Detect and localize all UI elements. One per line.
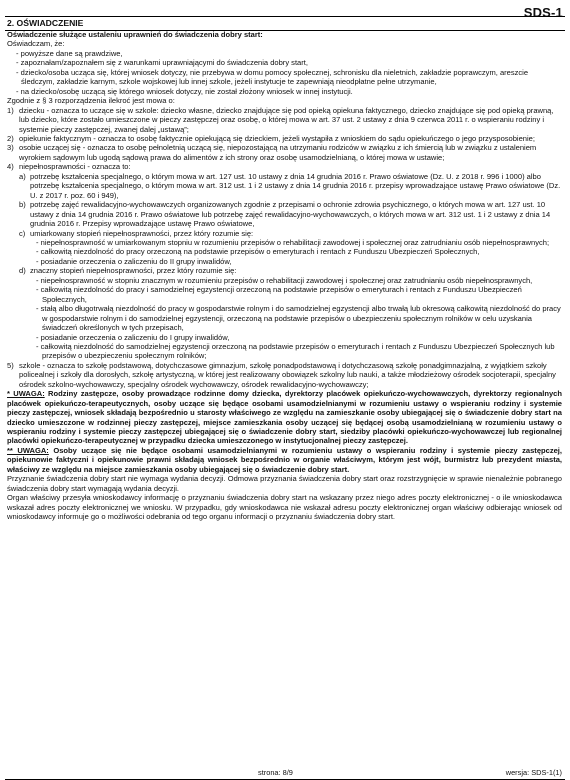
declaration-item: - powyższe dane są prawdziwe,	[16, 48, 123, 58]
moderate-item: - posiadanie orzeczenia o zaliczeniu do II grupy inwalidów,	[36, 256, 232, 266]
page-footer	[0, 766, 570, 780]
definition-item: 1) dziecku - oznacza to uczące się w szkole: dziecko własne, dziecko znajdujące się pod opieką opiekuna faktycznego, dziecko znajdujące się pod opieką prawną, lub dziecko, które zostało umieszczone w pieczy zastępczej oraz osobę, o której mowa w art. 37 ust. 2 ustawy z dnia 9 czerwca 2011 r. o wspieraniu rodziny i systemie pieczy zastępczej, zwanej dalej „ustawą”;	[7, 105, 554, 134]
significant-item: - stałą albo długotrwałą niezdolność do pracy w gospodarstwie rolnym i do samodzielnej egzystencji albo trwałą lub okresową całkowitą niezdolność do pracy w gospodarstwie rolnym i do samodzielnej egzystencji, orzeczoną na podstawie przepisów o ubezpieczeniu społecznym rolników w celu uzyskania świadczeń określonych w tych przepisach,	[36, 304, 561, 333]
statement-intro: Oświadczam, że:	[7, 39, 65, 49]
disability-item: a) potrzebę kształcenia specjalnego, o którym mowa w art. 127 ust. 10 ustawy z dnia 14 grudnia 2016 r. Prawo oświatowe (Dz. U. z 2018 r. 996 i 1000) albo potrzebę kształcenia specjalnego, o którym mowa w art. 312 ust. 1 i 2 ustawy z dnia 14 grudnia 2016 r. przepisy wprowadzające ustawę Prawo oświatowe (Dz. U. z 2017 r. poz. 60 i 949),	[19, 171, 561, 200]
warning-note-foster: * UWAGA: Rodziny zastępcze, osoby prowadzące rodzinne domy dziecka, dyrektorzy placówek opiekuńczo-wychowawczych, dyrektorzy regionalnych placówek opiekuńczo-terapeutycznych, osoby uczące się będące osobami usamodzielnianymi w rozumieniu ustawy o wspieraniu rodziny i systemie pieczy zastępczej, wniosek składają bezpośrednio u starosty właściwego ze względu na zamieszkanie osoby ubiegającej się o świadczenie dobry start na dziecko umieszczone w rodzinnej pieczy zastępczej, miejsce zamieszkania osoby uczącej się będącej osobą usamodzielnianą w rozumieniu ustawy o wspieraniu rodziny i systemie pieczy zastępczej ubiegającej się o świadczenie dobry start, siedziby placówki opiekuńczo-wychowawczej lub regionalnej placówki opiekuńczo-terapeutycznej w przypadku dziecka umieszczonego w instytucjonalnej pieczy zastępczej.	[7, 389, 562, 446]
significant-item: - całkowitą niezdolność do pracy i samodzielnej egzystencji orzeczoną na podstawie przepisów o emeryturach i rentach z Funduszu Ubezpieczeń Społecznych,	[36, 285, 522, 304]
significant-item: - całkowitą niezdolność do samodzielnej egzystencji orzeczoną na podstawie przepisów o emeryturach i rentach z Funduszu Ubezpieczeń Społecznych lub przepisów o ubezpieczeniu społecznym rolników;	[36, 341, 555, 361]
decision-paragraph: Przyznanie świadczenia dobry start nie wymaga wydania decyzji. Odmowa przyznania świadczenia dobry start oraz rozstrzygnięcie w sprawie nienależnie pobranego świadczenia dobry start wymagają wydania decyzji.	[7, 474, 562, 493]
moderate-item: - całkowitą niezdolność do pracy orzeczoną na podstawie przepisów o emeryturach i rentach z Funduszu Ubezpieczeń Społecznych,	[36, 247, 480, 257]
definition-item: 5) szkole - oznacza to szkołę podstawową, dotychczasowe gimnazjum, szkołę ponadpodstawową i dotychczasową szkołę ponadgimnazjalną, z wyjątkiem szkoły policealnej i szkoły dla dorosłych, szkołę artystyczną, w której jest realizowany obowiązek szkolny lub nauki, a także młodzieżowy ośrodek socjoterapii, specjalny ośrodek szkolno-wychowawczy, specjalny ośrodek wychowawczy, ośrodek rewalidacyjno-wychowawczy;	[7, 360, 556, 389]
definition-item: 3) osobie uczącej się - oznacza to osobę pełnoletnią uczącą się, niepozostającą na utrzymaniu rodziców w związku z ich śmiercią lub w związku z ustaleniem wyrokiem sądowym lub ugodą sądową prawa do alimentów z ich strony oraz osobę usamodzielnianą, o której mowa w ustawie;	[7, 143, 537, 162]
disability-item: c) umiarkowany stopień niepełnosprawności, przez który rozumie się:	[19, 228, 254, 238]
statement-content	[7, 30, 562, 522]
declaration-item: - dziecko/osoba ucząca się, której wniosek dotyczy, nie przebywa w domu pomocy społecznej, schronisku dla nieletnich, zakładzie poprawczym, areszcie śledczym, zakładzie karnym, szkole wojskowej lub innej szkole, jeżeli instytucje te zapewniają nieodpłatne pełne utrzymanie,	[16, 67, 529, 87]
warning-note-guardians: ** UWAGA: Osoby uczące się nie będące osobami usamodzielnianymi w rozumieniu ustawy o wspieraniu rodziny i systemie pieczy zastępczej, opiekunowie faktyczni i opiekunowie prawni składają wniosek bezpośrednio w organie właściwym, którym jest wójt, burmistrz lub prezydent miasta, właściwy ze względu na miejsce zamieszkania osoby ubiegającej się o świadczenie dobry start.	[7, 445, 562, 474]
significant-item: - posiadanie orzeczenia o zaliczeniu do I grupy inwalidów,	[36, 332, 230, 342]
section-header: 2. OŚWIADCZENIE	[5, 16, 565, 31]
statement-subtitle: Oświadczenie służące ustaleniu uprawnień do świadczenia dobry start:	[7, 30, 263, 39]
form-version: wersja: SDS-1(1)	[505, 768, 562, 777]
significant-item: - niepełnosprawność w stopniu znacznym w rozumieniu przepisów o rehabilitacji zawodowej i społecznej oraz zatrudnianiu osób niepełnosprawnych,	[36, 275, 533, 285]
disability-item: b) potrzebę zajęć rewalidacyjno-wychowawczych organizowanych zgodnie z przepisami o ochronie zdrowia psychicznego, o których mowa w art. 127 ust. 10 ustawy z dnia 14 grudnia 2016 r. Prawo oświatowe lub potrzebę zajęć rewalidacyjno-wychowawczych, o których mowa w art. 312 ust. 1 i 2 ustawy z dnia 14 grudnia 2016 r. Przepisy wprowadzające ustawę Prawo oświatowe,	[19, 200, 551, 229]
definition-item: 2) opiekunie faktycznym - oznacza to osobę faktycznie opiekującą się dzieckiem, jeżeli wystąpiła z wnioskiem do sądu opiekuńczego o jego przysposobienie;	[7, 133, 535, 143]
declaration-item: - zapoznałam/zapoznałem się z warunkami uprawniającymi do świadczenia dobry start,	[16, 58, 308, 68]
declaration-item: - na dziecko/osobę uczącą się którego wniosek dotyczy, nie został złożony wniosek w innej instytucji.	[16, 86, 353, 96]
definitions-intro: Zgodnie z § 3 rozporządzenia ilekroć jest mowa o:	[7, 96, 175, 106]
disability-item: d) znaczny stopień niepełnosprawności, przez który rozumie się:	[19, 266, 237, 276]
notification-paragraph: Organ właściwy przesyła wnioskodawcy informację o przyznaniu świadczenia dobry start na wskazany przez niego adres poczty elektronicznej - o ile wnioskodawca wskazał adres poczty elektronicznej we wniosku. W przypadku, gdy wnioskodawca nie wskazał adresu poczty elektronicznej organ właściwy odbierając wniosek od wnioskodawcy informuje go o możliwości odebrania od tego organu informacji o przyznaniu świadczenia dobry start.	[7, 493, 562, 522]
form-code: SDS-1	[523, 5, 563, 20]
page-number: strona: 8/9	[258, 768, 293, 777]
definition-item: 4) niepełnosprawności - oznacza to:	[7, 162, 131, 172]
moderate-item: - niepełnosprawność w umiarkowanym stopniu w rozumieniu przepisów o rehabilitacji zawodowej i społecznej oraz zatrudnianiu osób niepełnosprawnych;	[36, 237, 550, 247]
